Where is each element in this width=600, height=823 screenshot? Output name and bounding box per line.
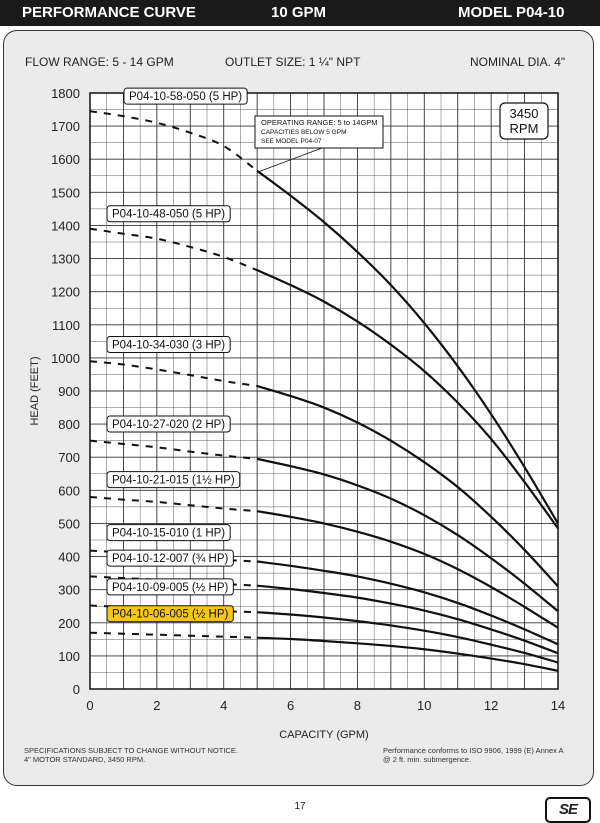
rpm-text: RPM xyxy=(509,121,539,136)
series-label-text: P04-10-06-005 (½ HP) xyxy=(112,608,229,621)
footer-left-line-1: SPECIFICATIONS SUBJECT TO CHANGE WITHOUT NOTICE. xyxy=(24,746,238,755)
rpm-badge xyxy=(500,103,548,139)
y-tick-label: 400 xyxy=(58,549,80,565)
series-label xyxy=(107,550,233,566)
series-label-text: P04-10-09-005 (½ HP) xyxy=(112,581,229,594)
header-title: PERFORMANCE CURVE xyxy=(22,4,196,21)
footer-right xyxy=(383,746,564,764)
series-label-text: P04-10-21-015 (1½ HP) xyxy=(112,474,235,487)
series-label-text: P04-10-15-010 (1 HP) xyxy=(112,527,226,540)
series-label xyxy=(107,606,233,622)
y-tick-label: 100 xyxy=(58,648,80,664)
y-tick-label: 1100 xyxy=(52,317,80,333)
x-axis-label: CAPACITY (GPM) xyxy=(279,729,369,741)
y-tick-label: 500 xyxy=(58,516,80,532)
y-tick-label: 700 xyxy=(58,450,80,466)
y-tick-label: 0 xyxy=(72,682,80,697)
y-tick-label: 1200 xyxy=(51,284,80,300)
y-tick-label: 200 xyxy=(58,615,80,631)
y-tick-label: 1800 xyxy=(51,86,80,101)
x-tick-label: 2 xyxy=(153,698,161,713)
footer-right-line-2: @ 2 ft. min. submergence. xyxy=(383,755,472,764)
footer-right-line-1: Performance conforms to ISO 9906, 1999 (E) Annex A xyxy=(383,746,564,755)
footer-left xyxy=(24,746,238,764)
y-tick-label: 900 xyxy=(58,384,80,399)
x-tick-label: 14 xyxy=(550,698,566,713)
x-tick-label: 12 xyxy=(483,698,499,713)
header-model: MODEL P04-10 xyxy=(458,4,565,21)
x-tick-label: 10 xyxy=(417,698,432,713)
x-tick-label: 6 xyxy=(286,698,295,713)
note-text: CAPACITIES BELOW 5 GPM xyxy=(261,129,347,136)
series-label xyxy=(107,472,240,488)
y-axis-label: HEAD (FEET) xyxy=(29,356,41,426)
y-tick-label: 1000 xyxy=(51,350,80,366)
x-tick-label: 0 xyxy=(86,698,94,713)
page-number: 17 xyxy=(294,801,306,812)
x-tick-label: 4 xyxy=(220,698,228,713)
series-label-text: P04-10-34-030 (3 HP) xyxy=(112,339,226,352)
rpm-text: 3450 xyxy=(509,106,539,121)
series-label xyxy=(107,206,230,222)
series-label xyxy=(124,88,247,104)
y-tick-label: 1500 xyxy=(51,185,80,201)
brand-logo: SE xyxy=(545,797,591,823)
note-text: OPERATING RANGE: 5 to 14GPM xyxy=(261,118,378,127)
series-label-text: P04-10-12-007 (¾ HP) xyxy=(112,553,229,566)
y-tick-label: 1300 xyxy=(51,251,80,267)
y-tick-label: 1400 xyxy=(51,218,80,234)
footer-left-line-2: 4" MOTOR STANDARD, 3450 RPM. xyxy=(24,755,146,764)
series-label xyxy=(107,525,230,541)
y-tick-label: 800 xyxy=(58,417,80,433)
series-label xyxy=(107,579,233,595)
y-tick-label: 600 xyxy=(58,483,80,499)
x-tick-label: 8 xyxy=(353,698,362,713)
series-label-text: P04-10-48-050 (5 HP) xyxy=(112,208,226,221)
y-tick-label: 1700 xyxy=(51,119,80,135)
nominal-dia-label: NOMINAL DIA. 4" xyxy=(470,55,566,69)
series-label xyxy=(107,337,230,353)
series-label-text: P04-10-58-050 (5 HP) xyxy=(129,91,243,104)
flow-range-label: FLOW RANGE: 5 - 14 GPM xyxy=(25,55,174,69)
note-text: SEE MODEL P04-07 xyxy=(261,138,322,145)
y-tick-label: 1600 xyxy=(51,152,80,168)
series-label-text: P04-10-27-020 (2 HP) xyxy=(112,418,226,431)
y-tick-label: 300 xyxy=(58,582,80,598)
outlet-size-label: OUTLET SIZE: 1 ¼" NPT xyxy=(225,55,361,69)
series-label xyxy=(107,416,230,432)
header-flow: 10 GPM xyxy=(271,4,327,21)
